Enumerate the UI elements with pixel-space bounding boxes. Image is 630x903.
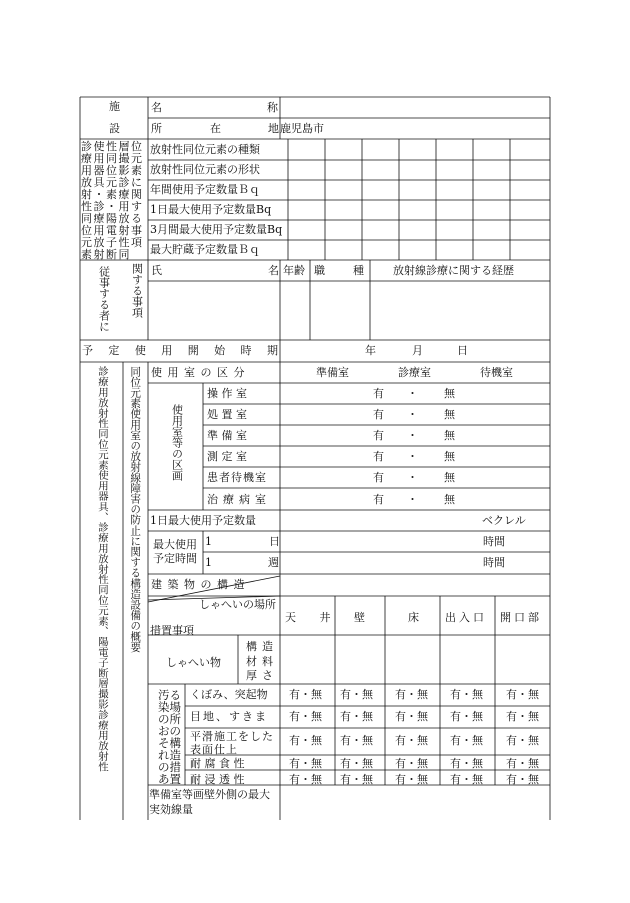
per-week-num: 1 [205,556,212,569]
address-value: 鹿児島市 [280,122,324,135]
yn-4-3: 有・無 [395,757,428,770]
room-yes-4: 有 [373,450,384,463]
contam-item-smooth [190,730,278,756]
staff-header-job-2: 種 [353,264,364,277]
side-row-8: 位用電射事 [81,224,144,237]
yn-3-4: 有・無 [450,734,483,747]
yn-3-5: 有・無 [506,734,539,747]
contam-item-recess: くぼみ、突起物 [190,688,268,701]
room-dot-6: ・ [407,493,418,506]
room-no-4: 無 [444,450,455,463]
contam-item-corrosion: 耐 腐 食 性 [190,757,245,770]
yn-1-5: 有・無 [506,688,539,701]
room-class-header: 使 用 室 の 区 分 [151,366,246,379]
per-day-num: 1 [205,535,212,548]
staff-header-family: 氏 [151,264,162,277]
contam-row-5: そ構 [158,736,181,750]
staff-side-label-left: 従事する者に [97,266,111,332]
yn-2-5: 有・無 [506,710,539,723]
room-yes-3: 有 [373,429,384,442]
yn-3-3: 有・無 [395,734,428,747]
source-row-storage: 最大貯蔵予定数量Ｂｑ [150,243,260,256]
room-dot-2: ・ [407,408,418,421]
sealed-sources-side-label [81,141,147,261]
contam-row-1: 汚る [158,688,181,702]
room-name-prep: 準 備 室 [207,429,247,442]
staff-header-given: 名 [268,264,279,277]
room-no-5: 無 [444,471,455,484]
yn-1-1: 有・無 [289,688,322,701]
source-row-form: 放射性同位元素の形状 [150,163,260,176]
contamination-label [158,690,184,786]
dose-label-2: 実効線量 [149,803,193,816]
yn-5-4: 有・無 [450,773,483,786]
source-row-quarterly: 3月間最大使用予定数量Bq [150,223,283,236]
side-row-3: 用器位影素 [81,164,144,177]
room-name-operation: 操 作 室 [207,387,247,400]
per-day-unit: 日 [269,535,280,548]
start-month: 月 [412,344,423,357]
facility-label-bottom: 設 [109,122,120,135]
room-type-prep: 準備室 [316,366,349,379]
yn-2-4: 有・無 [450,710,483,723]
room-yes-2: 有 [373,408,384,421]
contam-row-2: 染場 [158,700,181,714]
max-time-label-1: 最大使用 [153,538,197,551]
room-dot-4: ・ [407,450,418,463]
name-label-1: 名 [151,101,162,114]
shield-prop-structure: 構造 [246,640,278,653]
room-name-ward: 治療病室 [207,493,271,506]
contam-row-3: の所 [158,712,181,726]
facilities-side-label-left: 診療用放射性同位元素使用器具、診療用放射性同位元素、陽電子断層撮影診療用放射性 [95,366,108,772]
side-row-7: 同療陽放る [81,212,144,225]
start-char-8: 期 [266,344,278,357]
dose-label-1: 準備室等画壁外側の最大 [149,788,270,801]
address-label-1: 所 [151,122,162,135]
room-type-waiting: 待機室 [480,366,513,379]
daily-max-label: 1日最大使用予定数量 [150,514,256,527]
yn-1-3: 有・無 [395,688,428,701]
becquerel-unit: ベクレル [482,514,526,527]
staff-header-career: 放射線診療に関する経歴 [393,264,514,277]
shield-col-ceiling: 天 井 [285,611,341,624]
yn-5-5: 有・無 [506,773,539,786]
room-yes-6: 有 [373,493,384,506]
measures-label: 措置事項 [150,624,194,637]
room-dot-3: ・ [407,429,418,442]
staff-header-job-1: 職 [314,264,325,277]
yn-4-5: 有・無 [506,757,539,770]
side-row-2: 療用同撮元 [81,152,144,165]
shield-col-door: 出入口 [445,611,487,624]
shield-prop-thickness: 厚さ [246,669,278,682]
side-row-1: 診使性層位 [81,140,144,153]
yn-2-1: 有・無 [289,710,322,723]
room-name-treatment: 処 置 室 [207,408,247,421]
start-char-6: 始 [214,344,226,357]
start-char-3: 使 [134,344,146,357]
shield-col-floor: 床 [408,611,419,624]
staff-header-age: 年齢 [283,264,305,277]
source-row-annual: 年間使用予定数量Ｂｑ [150,183,260,196]
side-row-10: 素射断同 [81,248,131,261]
yn-4-2: 有・無 [340,757,373,770]
start-char-7: 時 [240,344,252,357]
contam-item-joints: 目地、すきま [190,710,268,723]
staff-side-label-right: 関する事項 [130,263,144,318]
yn-1-4: 有・無 [450,688,483,701]
contam-item-permeation: 耐 浸 透 性 [190,773,245,786]
yn-4-1: 有・無 [289,757,322,770]
hours-week: 時間 [483,556,505,569]
room-yes-5: 有 [373,471,384,484]
yn-5-2: 有・無 [340,773,373,786]
side-row-4: 放具元診に [81,176,144,189]
room-no-6: 無 [444,493,455,506]
contam-row-8: あ置 [158,772,181,786]
start-char-5: 開 [187,344,199,357]
side-row-9: 元放子性項 [81,236,144,249]
room-dot-1: ・ [407,387,418,400]
yn-5-3: 有・無 [395,773,428,786]
contam-row-4: おの [158,724,181,738]
yn-4-4: 有・無 [450,757,483,770]
shield-item-label: しゃへい物 [166,656,221,669]
side-row-6: 性診・用す [81,200,144,213]
room-group-label: 使用室等の区画 [170,404,184,481]
shield-col-wall: 壁 [354,611,365,624]
max-time-label-2: 予定時間 [153,552,197,565]
room-name-patient-waiting: 患者待機室 [207,471,267,484]
contam-row-7: の措 [158,760,181,774]
contam-row-6: れ造 [158,748,181,762]
start-period-label [82,345,278,356]
start-char-4: 用 [161,344,173,357]
address-label-2: 在 [210,122,221,135]
facility-label-top: 施 [109,100,120,113]
facilities-side-label-right: 同位元素使用室の放射線障害の防止に関する構造設備の概要 [129,366,142,653]
start-char-2: 定 [108,344,120,357]
shield-prop-material: 材料 [246,655,278,668]
source-row-type: 放射性同位元素の種類 [150,143,260,156]
contam-item-smooth-text: 平滑施工をした表面仕上 [190,730,274,757]
yn-1-2: 有・無 [340,688,373,701]
yn-3-2: 有・無 [340,734,373,747]
room-no-2: 無 [444,408,455,421]
room-yes-1: 有 [373,387,384,400]
room-name-measurement: 測 定 室 [207,450,247,463]
per-week-unit: 週 [268,556,279,569]
source-row-daily: 1日最大使用予定数量Bq [150,203,272,216]
room-type-clinic: 診療室 [398,366,431,379]
start-char-1: 予 [82,344,93,357]
hours-day: 時間 [483,535,505,548]
side-row-5: 射・素療関 [81,188,144,201]
shield-col-opening: 開口部 [500,611,542,624]
building-structure-label: 建 築 物 の 構 造 [151,578,246,591]
yn-3-1: 有・無 [289,734,322,747]
room-no-1: 無 [444,387,455,400]
room-no-3: 無 [444,429,455,442]
yn-2-2: 有・無 [340,710,373,723]
yn-5-1: 有・無 [289,773,322,786]
start-year: 年 [365,344,376,357]
yn-2-3: 有・無 [395,710,428,723]
start-day: 日 [457,344,468,357]
name-label-2: 称 [267,101,278,114]
shield-place-label: しゃへいの場所 [199,598,276,611]
address-label-3: 地 [268,122,279,135]
room-dot-5: ・ [407,471,418,484]
